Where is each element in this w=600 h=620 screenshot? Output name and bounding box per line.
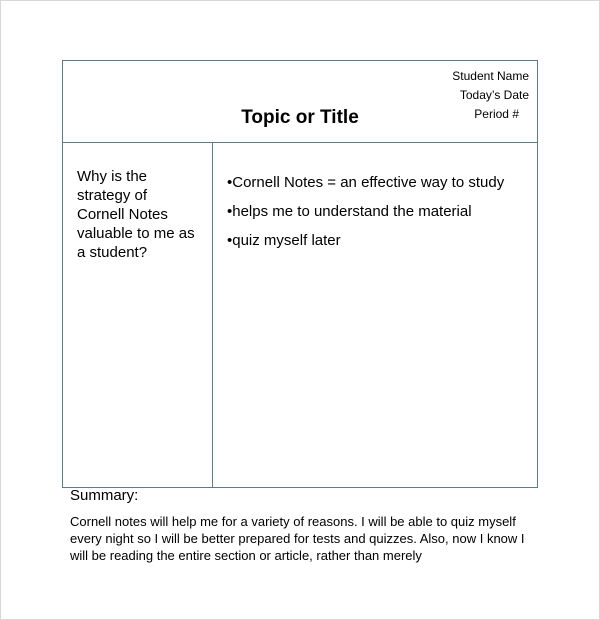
- date-label: Today’s Date: [459, 88, 529, 102]
- page-title: Topic or Title: [241, 107, 359, 128]
- summary-text: Cornell notes will help me for a variety of reasons. I will be able to quiz myself every night so I will be better prepared for tests and quizzes. Also, now I know I will be reading the entire section or article, rather than merely: [70, 514, 525, 563]
- student-name-label: Student Name: [452, 69, 529, 83]
- note-item: •helps me to understand the material: [227, 203, 472, 220]
- cornell-notes-template: [62, 60, 538, 488]
- notes-list: [227, 173, 504, 260]
- summary-label: Summary:: [70, 487, 139, 504]
- note-item: •quiz myself later: [227, 232, 341, 249]
- notes-column: [213, 143, 537, 487]
- period-label: Period #: [474, 107, 519, 121]
- cue-column: [63, 143, 213, 487]
- header-section: [63, 61, 537, 143]
- note-item: •Cornell Notes = an effective way to study: [227, 174, 505, 191]
- cue-question: Why is the strategy of Cornell Notes valuable to me as a student?: [77, 168, 195, 261]
